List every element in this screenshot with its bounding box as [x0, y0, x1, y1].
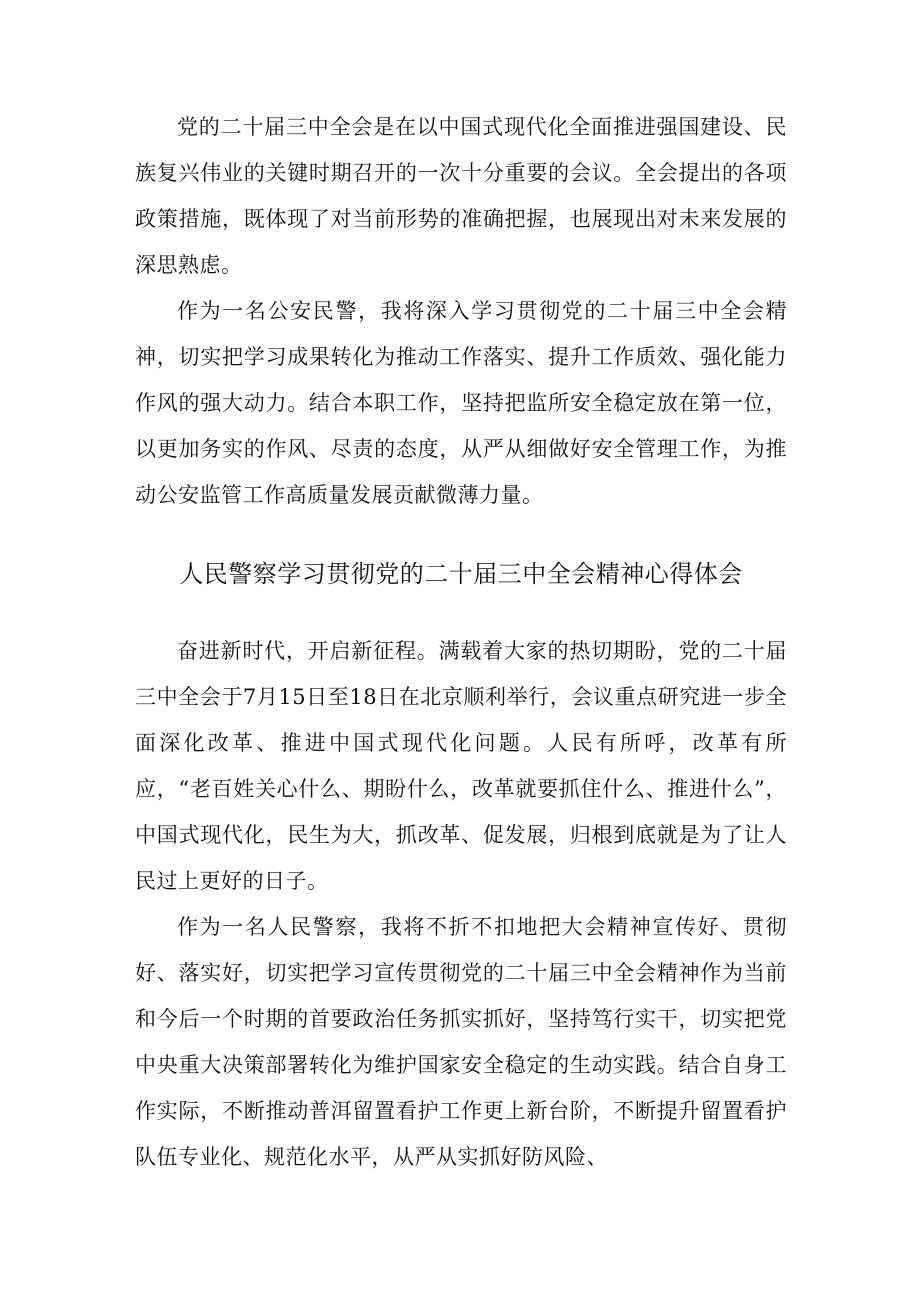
paragraph-4: 作为一名人民警察，我将不折不扣地把大会精神宣传好、贯彻好、落实好，切实把学习宣传贯彻党的二十届三中全会精神作为当前和今后一个时期的首要政治任务抓实抓好，坚持笃行实干，切实把党中央重大决策部署转化为维护国家安全稳定的生动实践。结合自身工作实际，不断推动普洱留置看护工作更上新台阶，不断提升留置看护队伍专业化、规范化水平，从严从实抓好防风险、 — [135, 915, 787, 1169]
paragraph-3: 奋进新时代，开启新征程。满载着大家的热切期盼，党的二十届三中全会于7月15日至18日在北京顺利举行，会议重点研究进一步全面深化改革、推进中国式现代化问题。人民有所呼，改革有所应，“老百姓关心什么、期盼什么，改革就要抓住什么、推进什么”，中国式现代化，民生为大，抓改革、促发展，归根到底就是为了让人民过上更好的日子。 — [135, 639, 787, 893]
document-body — [135, 104, 787, 1180]
paragraph-2: 作为一名公安民警，我将深入学习贯彻党的二十届三中全会精神，切实把学习成果转化为推动工作落实、提升工作质效、强化能力作风的强大动力。结合本职工作，坚持把监所安全稳定放在第一位，以更加务实的作风、尽责的态度，从严从细做好安全管理工作，为推动公安监管工作高质量发展贡献微薄力量。 — [135, 299, 787, 507]
section-title: 人民警察学习贯彻党的二十届三中全会精神心得体会 — [179, 560, 743, 588]
paragraph-1: 党的二十届三中全会是在以中国式现代化全面推进强国建设、民族复兴伟业的关键时期召开的一次十分重要的会议。全会提出的各项政策措施，既体现了对当前形势的准确把握，也展现出对未来发展的深思熟虑。 — [135, 115, 787, 277]
